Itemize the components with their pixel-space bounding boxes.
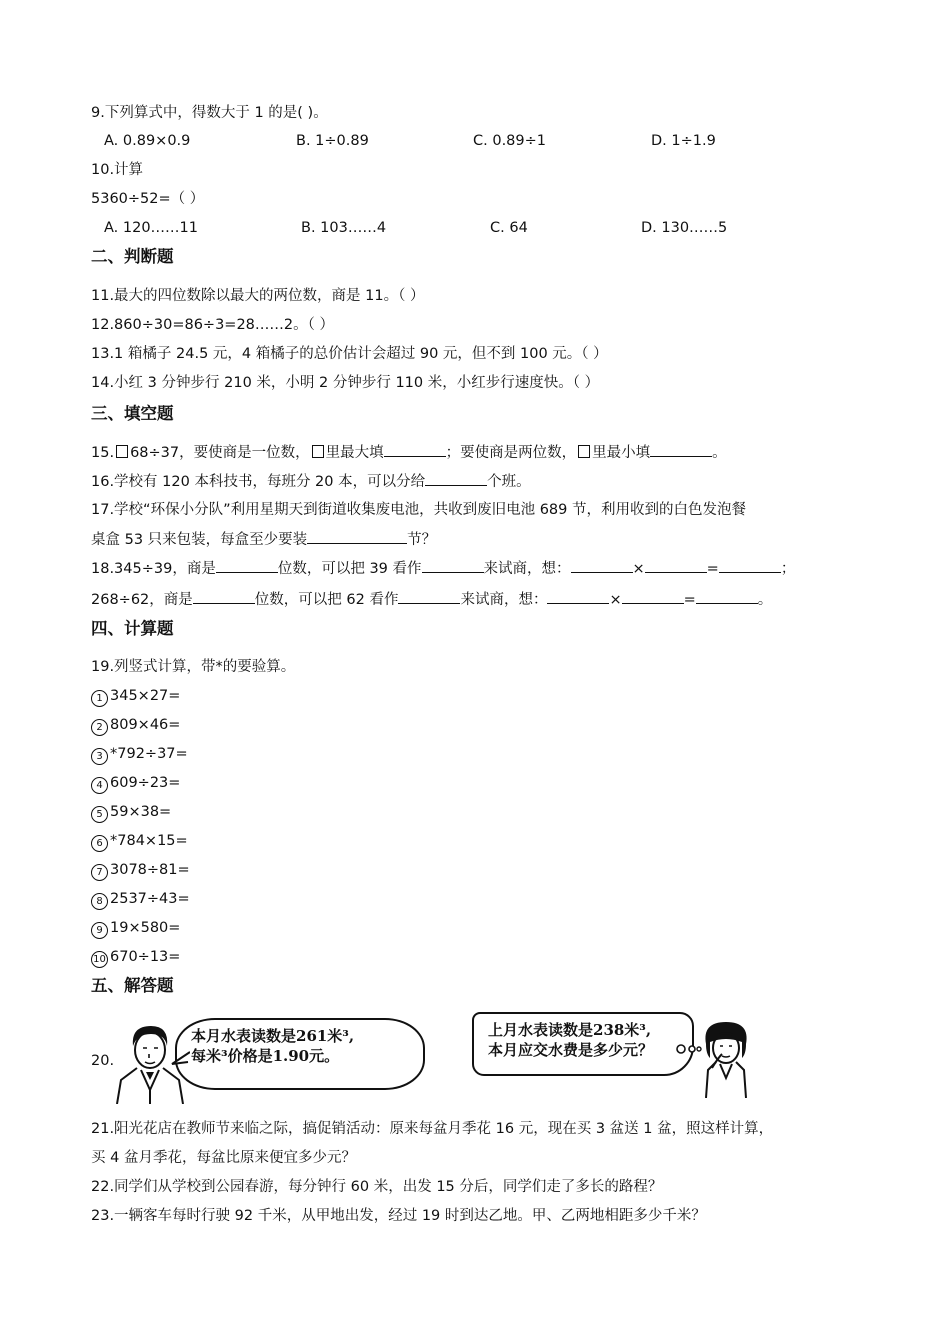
question-10-option-b: B. 103……4 <box>301 220 387 236</box>
answer-blank[interactable] <box>571 558 633 573</box>
circled-number: 6 <box>91 835 108 852</box>
section-2-heading: 二、判断题 <box>91 247 174 266</box>
answer-blank[interactable] <box>645 558 707 573</box>
answer-blank[interactable] <box>696 589 758 604</box>
calc-item: 6 *784×15= <box>91 831 188 852</box>
speech-bubble-2: 上月水表读数是238米³, 本月应交水费是多少元？ <box>472 1012 694 1076</box>
circled-number: 4 <box>91 777 108 794</box>
answer-blank[interactable] <box>422 558 484 573</box>
circled-number: 3 <box>91 748 108 765</box>
calc-item: 10 670÷13= <box>91 947 180 968</box>
question-9-stem: 9.下列算式中，得数大于 1 的是( )。 <box>91 105 328 121</box>
circled-number: 5 <box>91 806 108 823</box>
circled-number: 2 <box>91 719 108 736</box>
square-box-icon <box>578 445 590 458</box>
question-21-line-1: 21.阳光花店在教师节来临之际，搞促销活动：原来每盆月季花 16 元，现在买 3 盆送 1 盆，照这样计算， <box>91 1121 774 1137</box>
question-10-stem: 5360÷52=（ ） <box>91 191 205 207</box>
question-11: 11.最大的四位数除以最大的两位数，商是 11。（ ） <box>91 288 425 304</box>
question-17-line-1: 17.学校“环保小分队”利用星期天到街道收集废电池，共收到废旧电池 689 节，利用收到的白色发泡餐 <box>91 502 746 518</box>
speech-tail-icon <box>170 1050 190 1070</box>
calc-item: 1 345×27= <box>91 686 180 707</box>
question-15: 15. 68÷37，要使商是一位数， 里最大填 ；要使商是两位数， 里最小填 。 <box>91 442 727 463</box>
answer-blank[interactable] <box>425 471 487 486</box>
speech-bubble-1: 本月水表读数是261米³, 每米³价格是1.90元。 <box>175 1018 425 1090</box>
answer-blank[interactable] <box>216 558 278 573</box>
question-9-option-c: C. 0.89÷1 <box>473 133 547 149</box>
square-box-icon <box>116 445 128 458</box>
girl-figure-icon <box>698 1018 754 1098</box>
section-5-heading: 五、解答题 <box>91 976 174 995</box>
answer-blank[interactable] <box>719 558 781 573</box>
question-16: 16.学校有 120 本科技书，每班分 20 本，可以分给 个班。 <box>91 471 531 492</box>
question-23: 23.一辆客车每时行驶 92 千米，从甲地出发，经过 19 时到达乙地。甲、乙两地相距多少千米？ <box>91 1208 706 1224</box>
question-10-option-d: D. 130……5 <box>641 220 728 236</box>
answer-blank[interactable] <box>307 529 407 544</box>
circled-number: 8 <box>91 893 108 910</box>
question-10-option-a: A. 120……11 <box>104 220 199 236</box>
calc-item: 4 609÷23= <box>91 773 180 794</box>
answer-blank[interactable] <box>650 442 712 457</box>
section-4-heading: 四、计算题 <box>91 619 174 638</box>
question-12: 12.860÷30=86÷3=28……2。（ ） <box>91 317 334 333</box>
section-3-heading: 三、填空题 <box>91 404 174 423</box>
question-13: 13.1 箱橘子 24.5 元，4 箱橘子的总价估计会超过 90 元，但不到 100 元。（ ） <box>91 346 608 362</box>
answer-blank[interactable] <box>384 442 446 457</box>
question-19-stem: 19.列竖式计算，带*的要验算。 <box>91 659 296 675</box>
calc-item: 9 19×580= <box>91 918 180 939</box>
question-9-option-b: B. 1÷0.89 <box>296 133 369 149</box>
calc-item: 2 809×46= <box>91 715 180 736</box>
question-18-line-1: 18.345÷39，商是 位数，可以把 39 看作 来试商，想： × = ； <box>91 558 795 579</box>
calc-item: 7 3078÷81= <box>91 860 190 881</box>
square-box-icon <box>312 445 324 458</box>
circled-number: 1 <box>91 690 108 707</box>
answer-blank[interactable] <box>193 589 255 604</box>
calc-item: 5 59×38= <box>91 802 171 823</box>
circled-number: 9 <box>91 922 108 939</box>
answer-blank[interactable] <box>547 589 609 604</box>
question-18-line-2: 268÷62，商是 位数，可以把 62 看作 来试商，想： × = 。 <box>91 589 772 610</box>
question-21-line-2: 买 4 盆月季花，每盆比原来便宜多少元？ <box>91 1150 356 1166</box>
question-14: 14.小红 3 分钟步行 210 米，小明 2 分钟步行 110 米，小红步行速度快。（ ） <box>91 375 600 391</box>
calc-item: 3 *792÷37= <box>91 744 188 765</box>
answer-blank[interactable] <box>398 589 460 604</box>
answer-blank[interactable] <box>622 589 684 604</box>
circled-number: 10 <box>91 951 108 968</box>
question-9-option-a: A. 0.89×0.9 <box>104 133 191 149</box>
question-9-option-d: D. 1÷1.9 <box>651 133 716 149</box>
question-10-title: 10.计算 <box>91 162 144 178</box>
circled-number: 7 <box>91 864 108 881</box>
question-20-number: 20. <box>91 1053 115 1069</box>
question-17-line-2: 桌盒 53 只来包装，每盒至少要装 节？ <box>91 529 436 550</box>
calc-item: 8 2537÷43= <box>91 889 190 910</box>
question-10-option-c: C. 64 <box>490 220 528 236</box>
question-22: 22.同学们从学校到公园春游，每分钟行 60 米，出发 15 分后，同学们走了多长的路程？ <box>91 1179 663 1195</box>
